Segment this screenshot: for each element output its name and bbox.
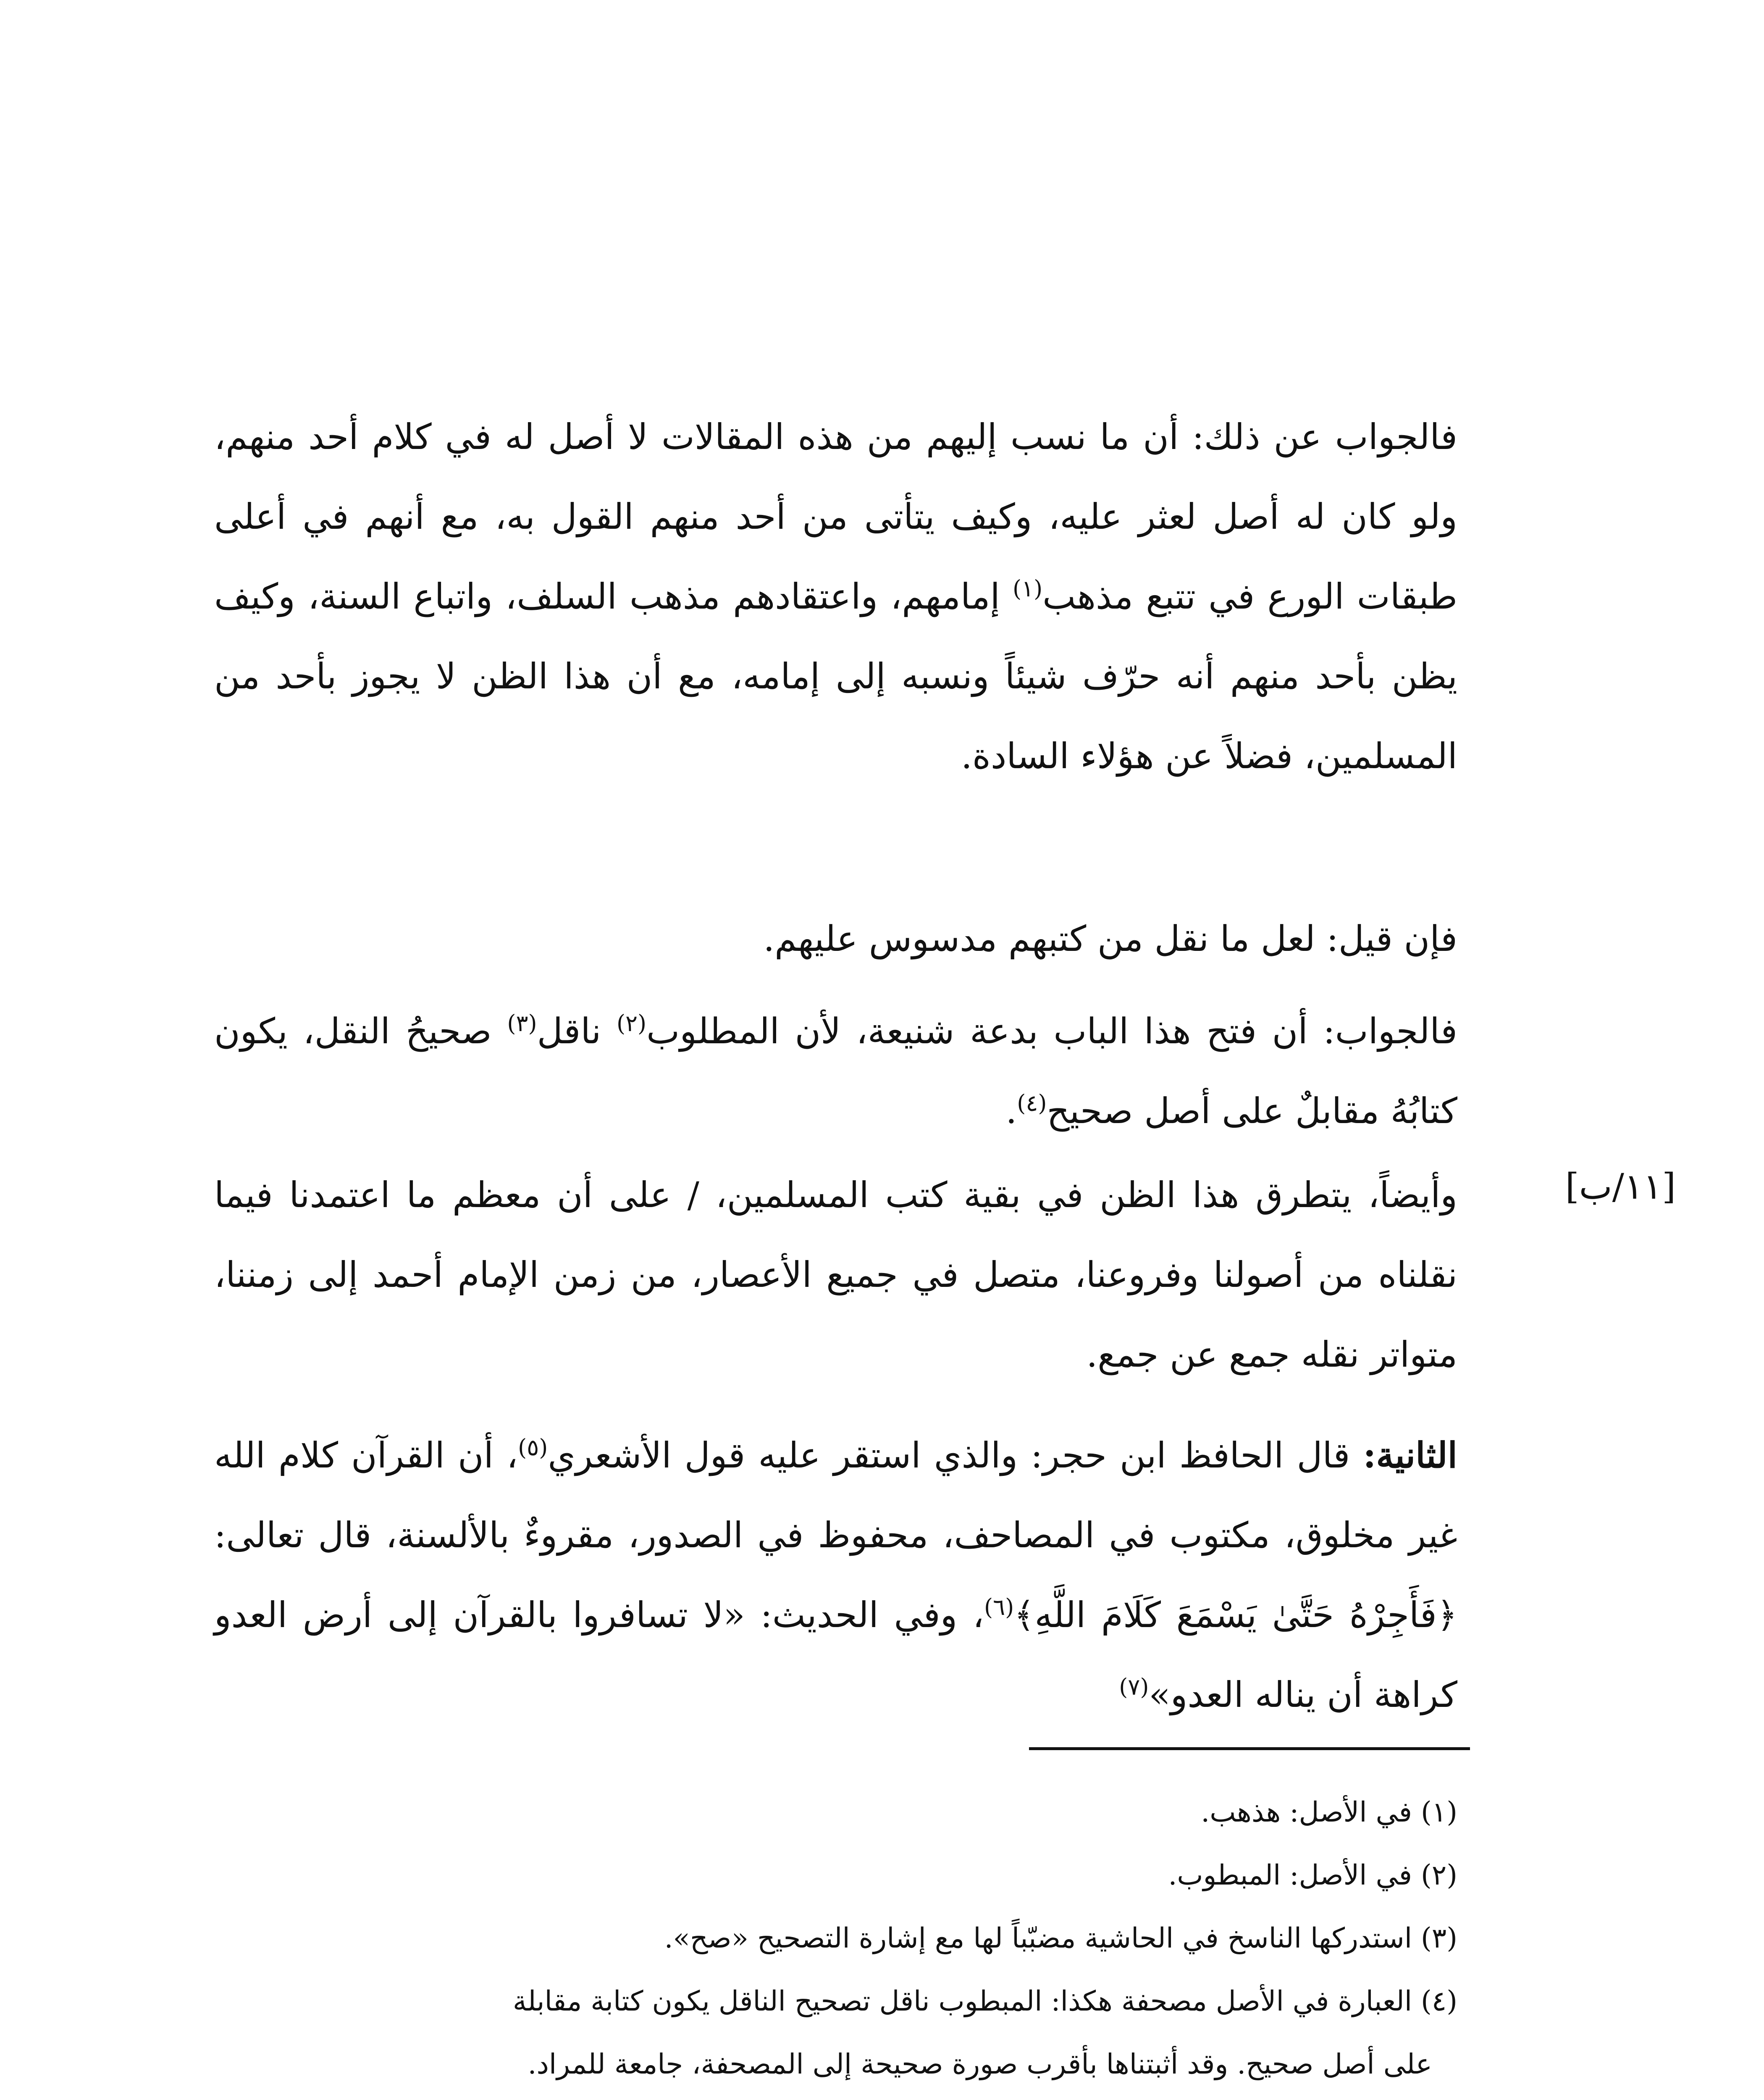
paragraph-reply bbox=[214, 991, 1457, 1151]
paragraph-text: وأيضاً، يتطرق هذا الظن في بقية كتب المسلمين، / على أن معظم ما اعتمدنا فيما نقلناه من أصولنا وفروعنا، متصل في جميع الأعصار، من زمن الإمام أحمد إلى زمننا، متواتر نقله جمع عن جمع. bbox=[214, 1174, 1457, 1375]
paragraph-answer bbox=[214, 397, 1457, 796]
footnote-3 bbox=[214, 1907, 1457, 1970]
paragraph-text: قال الحافظ ابن حجر: والذي استقر عليه قول الأشعري bbox=[548, 1435, 1363, 1476]
paragraph-text: إمامهم، واعتقادهم مذهب السلف، واتباع السنة، وكيف يظن بأحد منهم أنه حرّف شيئاً ونسبه إلى إمامه، مع أن هذا الظن لا يجوز بأحد من المسلمين، فضلاً عن هؤلاء السادة. bbox=[214, 576, 1457, 777]
footnote-ref-3: (٣) bbox=[507, 1010, 537, 1037]
paragraph-text: فالجواب عن ذلك: أن ما نسب إليهم من هذه المقالات لا أصل له في كلام أحد منهم، ولو كان له أصل لعثر عليه، وكيف يتأتى من أحد منهم القول به، مع أنهم في أعلى طبقات الورع في تتبع مذهب bbox=[214, 416, 1457, 617]
footnote-5 bbox=[214, 2096, 1457, 2100]
footnote-text: (٤) العبارة في الأصل مصحفة هكذا: المبطوب ناقل تصحيح الناقل يكون كتابة مقابلة bbox=[512, 1985, 1457, 2017]
footnote-continuation: على أصل صحيح. وقد أثبتناها بأقرب صورة صحيحة إلى المصحفة، جامعة للمراد. bbox=[528, 2048, 1432, 2080]
footnote-1 bbox=[214, 1781, 1457, 1844]
footnote-2 bbox=[214, 1844, 1457, 1907]
paragraph-text: فالجواب: أن فتح هذا الباب بدعة شنيعة، لأن المطلوب bbox=[646, 1011, 1457, 1052]
footnote-ref-1: (١) bbox=[1013, 575, 1043, 602]
paragraph-second bbox=[214, 1415, 1457, 1735]
manuscript-folio-marker: [١١/ب] bbox=[1565, 1166, 1676, 1207]
footnote-ref-4: (٤) bbox=[1017, 1090, 1047, 1116]
paragraph-objection bbox=[214, 899, 1457, 979]
footnote-text: (٣) استدركها الناسخ في الحاشية مضبّباً لها مع إشارة التصحيح «صح». bbox=[664, 1922, 1457, 1954]
footnote-4 bbox=[214, 1970, 1457, 2096]
paragraph-text: ، وفي الحديث: «لا تسافروا بالقرآن إلى أرض العدو كراهة أن يناله العدو» bbox=[214, 1594, 1457, 1715]
paragraph-text: ، أن القرآن كلام الله غير مخلوق، مكتوب في المصاحف، محفوظ في الصدور، مقروءٌ بالألسنة، قال تعالى: ﴿فَأَجِرْهُ حَتَّىٰ يَسْمَعَ كَلَامَ اللَّهِ﴾ bbox=[214, 1435, 1457, 1635]
footnote-ref-5: (٥) bbox=[518, 1434, 548, 1461]
paragraph-text: . bbox=[1005, 1090, 1017, 1131]
footnote-ref-7: (٧) bbox=[1119, 1674, 1149, 1700]
footnote-ref-6: (٦) bbox=[984, 1594, 1014, 1620]
footnote-ref-2: (٢) bbox=[616, 1010, 647, 1037]
paragraph-text: صحيحُ النقل، يكون كتابُهُ مقابلٌ على أصل صحيح bbox=[214, 1011, 1457, 1131]
paragraph-text: فإن قيل: لعل ما نقل من كتبهم مدسوس عليهم. bbox=[763, 918, 1457, 959]
paragraph-lead: الثانية: bbox=[1363, 1434, 1457, 1476]
paragraph-also bbox=[214, 1155, 1457, 1394]
footnote-separator bbox=[1029, 1747, 1470, 1750]
paragraph-text: ناقل bbox=[537, 1011, 617, 1052]
footnote-text: (١) في الأصل: هذهب. bbox=[1201, 1796, 1457, 1828]
footnotes-list bbox=[214, 1781, 1457, 2100]
footnote-text: (٢) في الأصل: المبطوب. bbox=[1168, 1859, 1457, 1891]
